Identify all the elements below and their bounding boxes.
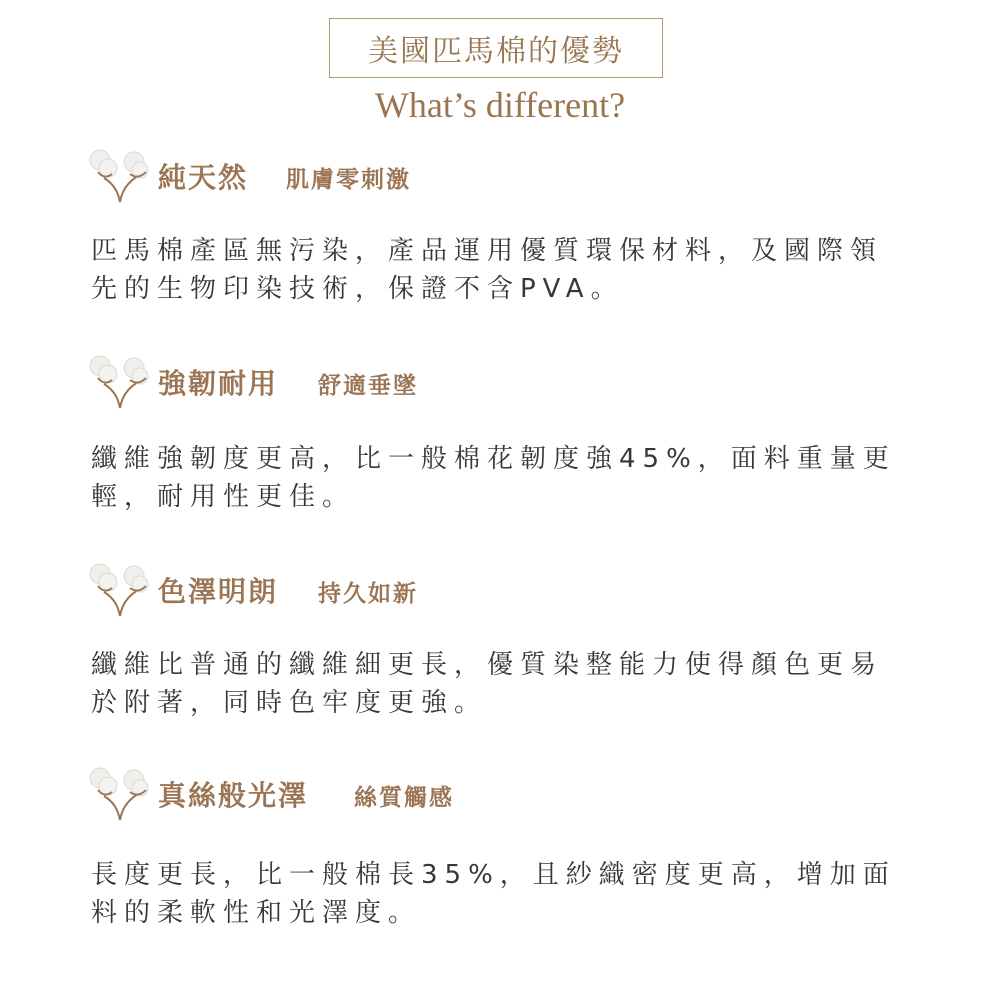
section-body: 長度更長，比一般棉長35%，且紗織密度更高，增加面料的柔軟性和光澤度。 [91,860,896,928]
section-heading [88,352,908,408]
section-subtitle: 舒適垂墜 [318,373,418,399]
section-body: 纖維強韌度更高，比一般棉花韌度強45%，面料重量更輕，耐用性更佳。 [91,444,896,512]
page-subtitle: What’s different? [374,85,626,125]
cotton-flower-icon [88,764,154,824]
page-title: 美國匹馬棉的優勢 [368,34,624,69]
title-box [329,18,663,78]
section-body: 匹馬棉產區無污染，產品運用優質環保材料，及國際領先的生物印染技術，保證不含PVA。 [91,236,884,304]
section-heading [88,560,908,616]
section-subtitle: 肌膚零刺激 [286,167,411,193]
section-title: 真絲般光澤 [158,779,309,812]
section-subtitle: 持久如新 [318,581,418,607]
section-title: 純天然 [158,161,249,194]
cotton-flower-icon [88,146,154,206]
section-heading [88,146,908,202]
feature-section-durable [88,352,908,512]
section-title: 強韌耐用 [158,367,279,400]
cotton-flower-icon [88,560,154,620]
cotton-flower-icon [88,352,154,412]
feature-section-silky [88,764,908,928]
section-subtitle: 絲質觸感 [354,785,454,811]
section-body: 纖維比普通的纖維細更長，優質染整能力使得顏色更易於附著，同時色牢度更強。 [91,650,884,718]
feature-section-natural [88,146,908,304]
feature-section-color [88,560,908,718]
section-heading [88,764,908,820]
section-title: 色澤明朗 [158,575,279,608]
